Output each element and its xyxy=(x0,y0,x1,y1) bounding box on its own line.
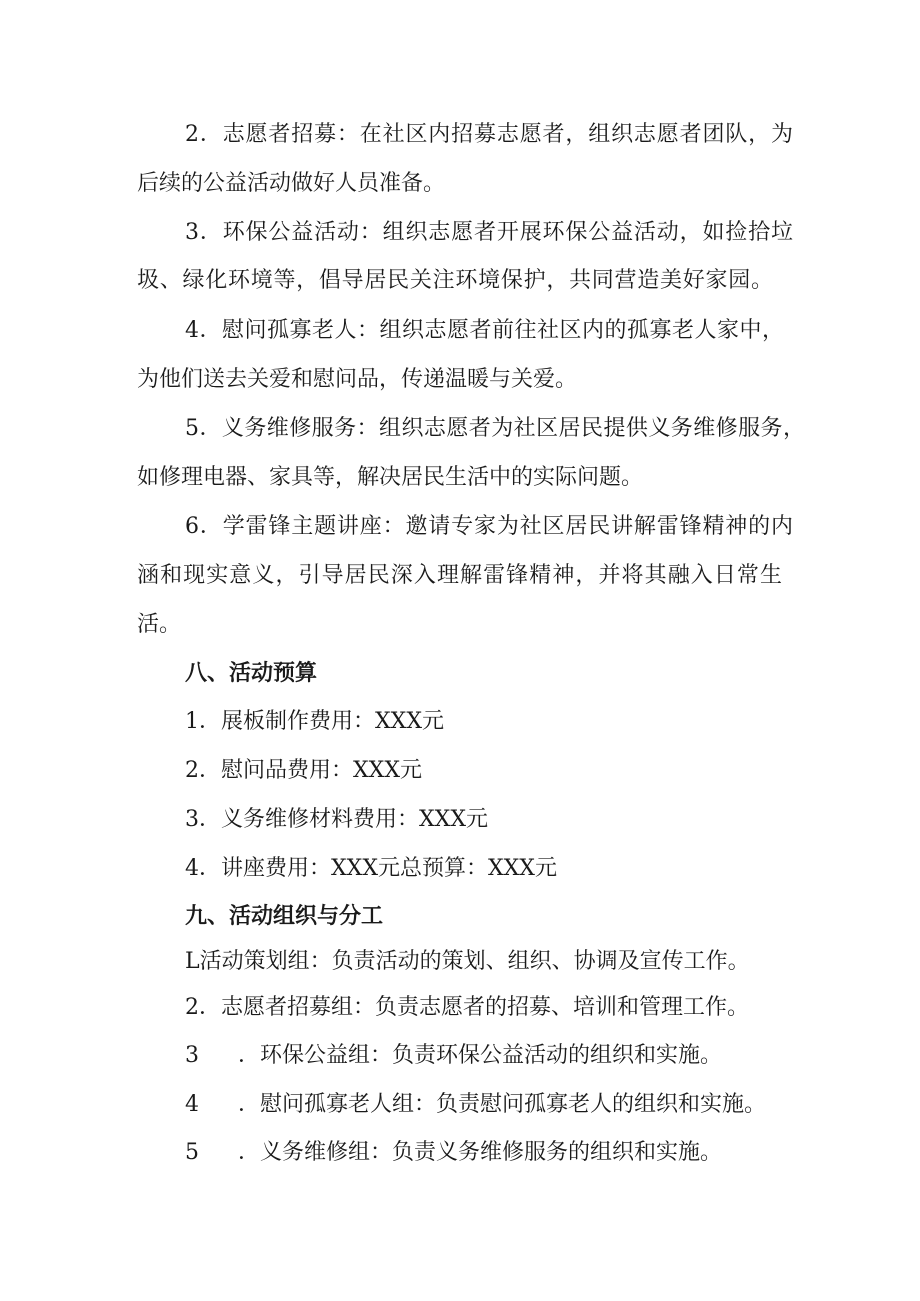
team-item-5-text: ．义务维修组：负责义务维修服务的组织和实施。 xyxy=(238,1140,723,1165)
budget-item-3: 3．义务维修材料费用：XXX元 xyxy=(185,807,488,832)
item-3-environmental-activity-line2: 圾、绿化环境等，倡导居民关注环境保护，共同营造美好家园。 xyxy=(137,268,773,293)
item-3-environmental-activity-line1: 3．环保公益活动：组织志愿者开展环保公益活动，如捡拾垃 xyxy=(185,220,793,245)
team-item-4-number: 4 xyxy=(185,1092,199,1117)
team-item-5 xyxy=(185,1142,722,1164)
team-item-2: 2．志愿者招募组：负责志愿者的招募、培训和管理工作。 xyxy=(185,995,749,1020)
team-item-5-number: 5 xyxy=(185,1140,199,1165)
team-item-3-number: 3 xyxy=(185,1043,199,1068)
item-4-visit-elderly-line1: 4．慰问孤寡老人：组织志愿者前往社区内的孤寡老人家中， xyxy=(185,318,784,343)
budget-item-4: 4．讲座费用：XXX元总预算：XXX元 xyxy=(185,856,557,881)
item-5-repair-service-line2: 如修理电器、家具等，解决居民生活中的实际问题。 xyxy=(137,465,644,490)
item-4-visit-elderly-line2: 为他们送去关爱和慰问品，传递温暖与关爱。 xyxy=(137,367,578,392)
team-item-4-text: ．慰问孤寡老人组：负责慰问孤寡老人的组织和实施。 xyxy=(238,1092,767,1117)
budget-item-1: 1．展板制作费用：XXX元 xyxy=(185,709,444,734)
item-6-lecture-line1: 6．学雷锋主题讲座：邀请专家为社区居民讲解雷锋精神的内 xyxy=(185,514,793,539)
team-item-4 xyxy=(185,1094,766,1116)
budget-item-2: 2．慰问品费用：XXX元 xyxy=(185,758,422,783)
item-6-lecture-line2: 涵和现实意义，引导居民深入理解雷锋精神，并将其融入日常生 xyxy=(137,563,782,588)
item-2-volunteer-recruitment-line1: 2．志愿者招募：在社区内招募志愿者，组织志愿者团队，为 xyxy=(185,122,793,147)
item-2-volunteer-recruitment-line2: 后续的公益活动做好人员准备。 xyxy=(137,171,446,196)
team-item-1: L活动策划组：负责活动的策划、组织、协调及宣传工作。 xyxy=(185,949,750,974)
section-9-heading: 九、活动组织与分工 xyxy=(185,904,384,929)
team-item-3 xyxy=(185,1045,722,1067)
section-8-heading: 八、活动预算 xyxy=(185,661,318,686)
item-6-lecture-line3: 活。 xyxy=(137,612,182,637)
item-5-repair-service-line1: 5．义务维修服务：组织志愿者为社区居民提供义务维修服务， xyxy=(185,416,805,441)
team-item-3-text: ．环保公益组：负责环保公益活动的组织和实施。 xyxy=(238,1043,723,1068)
